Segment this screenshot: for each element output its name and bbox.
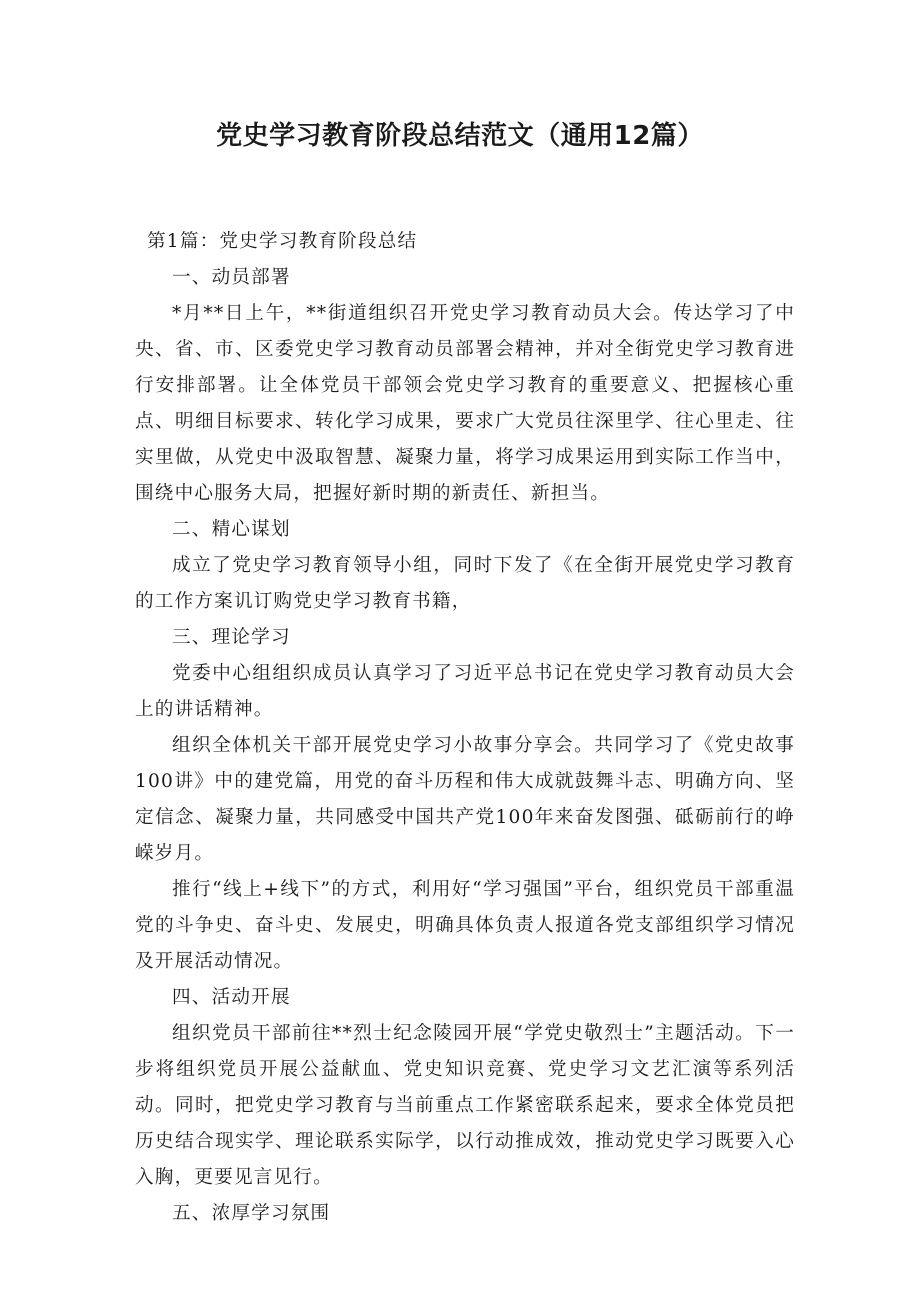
section-heading: 二、精心谋划 [172,519,291,540]
chapter-heading: 第1篇：党史学习教育阶段总结 [147,231,418,252]
section-heading: 三、理论学习 [172,627,291,648]
section-heading: 四、活动开展 [172,987,291,1008]
body-paragraph: 党委中心组组织成员认真学习了习近平总书记在党史学习教育动员大会上的讲话精神。 [135,663,795,720]
body-paragraph: 组织党员干部前往**烈士纪念陵园开展“学党史敬烈士”主题活动。下一步将组织党员开展公益献血、党史知识竞赛、党史学习文艺汇演等系列活动。同时，把党史学习教育与当前重点工作紧密联系起来，要求全体党员把历史结合现实学、理论联系实际学，以行动推成效，推动党史学习既要入心入胸，更要见言见行。 [135,1023,795,1188]
body-paragraph: 推行“线上+线下”的方式，利用好“学习强国”平台，组织党员干部重温党的斗争史、奋斗史、发展史，明确具体负责人报道各党支部组织学习情况及开展活动情况。 [135,879,795,972]
section-heading: 五、浓厚学习氛围 [172,1203,331,1224]
document-title: 党史学习教育阶段总结范文（通用12篇） [216,121,704,151]
body-paragraph: 组织全体机关干部开展党史学习小故事分享会。共同学习了《党史故事100讲》中的建党篇，用党的奋斗历程和伟大成就鼓舞斗志、明确方向、坚定信念、凝聚力量，共同感受中国共产党100年来奋发图强、砥砺前行的峥嵘岁月。 [135,735,795,864]
document-body [135,224,795,1232]
body-paragraph: *月**日上午，**街道组织召开党史学习教育动员大会。传达学习了中央、省、市、区委党史学习教育动员部署会精神，并对全街党史学习教育进行安排部署。让全体党员干部领会党史学习教育的重要意义、把握核心重点、明细目标要求、转化学习成果，要求广大党员往深里学、往心里走、往实里做，从党史中汲取智慧、凝聚力量，将学习成果运用到实际工作当中，围绕中心服务大局，把握好新时期的新责任、新担当。 [135,303,795,504]
section-heading: 一、动员部署 [172,267,291,288]
body-paragraph: 成立了党史学习教育领导小组，同时下发了《在全街开展党史学习教育的工作方案讥订购党史学习教育书籍， [135,555,795,612]
